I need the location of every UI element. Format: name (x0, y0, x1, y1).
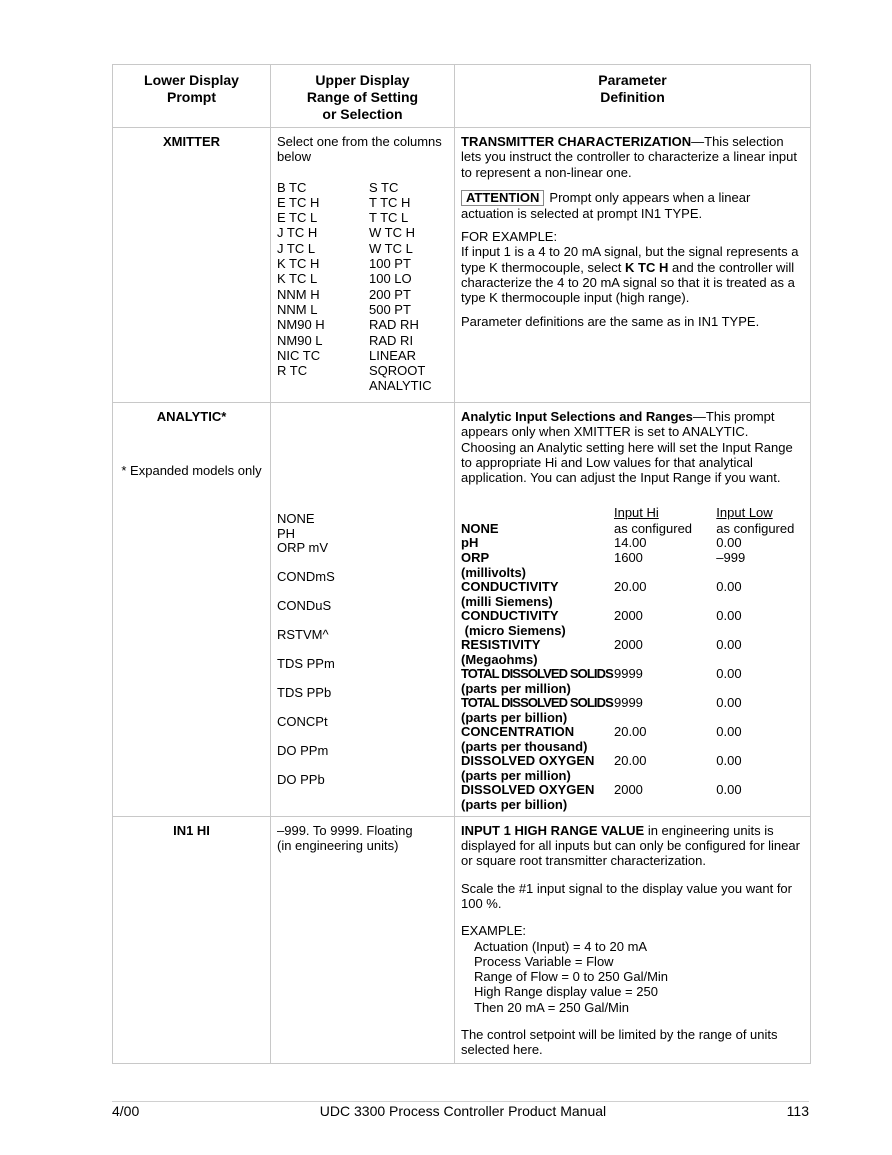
example-text (461, 244, 804, 305)
input-low-header: Input Low (716, 505, 773, 521)
attention-note (461, 190, 804, 221)
text-line: Range of Setting (306, 89, 419, 105)
definition-title: Analytic Input Selections and Ranges (461, 409, 693, 424)
input-hi-value: 14.00 (613, 535, 647, 551)
input-low-value: 0.00 (716, 694, 742, 710)
text-line: J TC H (277, 225, 318, 241)
input-hi-value: 20.00 (613, 752, 647, 768)
text-line: Then 20 mA = 250 Gal/Min (474, 999, 630, 1015)
analytic-selection-option: ORP mV (277, 540, 329, 555)
analytic-name: CONCENTRATION (461, 723, 575, 739)
text-line: 100 LO (369, 271, 412, 287)
parameter-note: Parameter definitions are the same as in IN1 TYPE. (461, 313, 760, 329)
text-line: NM90 H (277, 317, 325, 333)
text-line: J TC L (277, 240, 316, 256)
analytic-range-row (461, 579, 804, 608)
analytic-unit: (milli Siemens) (461, 594, 553, 610)
select-text (277, 134, 448, 165)
example-bold: K TC H (625, 259, 669, 275)
analytic-name: NONE (461, 520, 499, 536)
text-line: T TC L (369, 210, 409, 226)
input-low-value: 0.00 (716, 665, 742, 681)
analytic-unit: (parts per thousand) (461, 739, 588, 755)
text-line: Range of Flow = 0 to 250 Gal/Min (474, 969, 669, 985)
analytic-name: TOTAL DISSOLVED SOLIDS (461, 694, 613, 710)
analytic-selection-option: TDS PPm (277, 656, 335, 671)
analytic-name: DISSOLVED OXYGEN (461, 781, 595, 797)
prompt-analytic: ANALYTIC* (156, 409, 227, 424)
text-line: W TC L (369, 240, 413, 256)
analytic-range-row (461, 550, 804, 579)
definition-text: —This prompt appears only when XMITTER is set to ANALYTIC. Choosing an Analytic setting here will set the Input Range to appropriate Hi and Low values for that analytical application. You can adjust the Input Range if you want. (461, 409, 793, 486)
range-cell (271, 128, 455, 403)
text-line: Prompt (167, 89, 216, 105)
analytic-selection-option: DO PPb (277, 772, 325, 787)
input-hi-value: 1600 (613, 549, 643, 565)
input-low-value: 0.00 (716, 781, 742, 797)
text-line: 200 PT (369, 286, 411, 302)
analytic-ranges (461, 505, 804, 813)
analytic-range-row (461, 724, 804, 753)
text-line: E TC H (277, 194, 320, 210)
analytic-selections (271, 403, 454, 806)
text-line: Lower Display (144, 72, 239, 88)
analytic-selection-option: CONCPt (277, 714, 328, 729)
xmitter-options (277, 180, 448, 394)
input-hi-value: 9999 (613, 694, 643, 710)
prompt-cell (113, 403, 271, 817)
text-line: K TC L (277, 271, 318, 287)
input-low-value: 0.00 (716, 607, 742, 623)
definition-title: INPUT 1 HIGH RANGE VALUE (461, 822, 645, 838)
setpoint-note: The control setpoint will be limited by the range of units selected here. (461, 1027, 778, 1058)
text-line: Parameter (598, 72, 667, 88)
input-hi-value: 20.00 (613, 578, 647, 594)
text-line: 100 PT (369, 256, 411, 272)
range-cell (271, 403, 455, 817)
analytic-name: CONDUCTIVITY (461, 578, 559, 594)
analytic-unit: (parts per million) (461, 768, 571, 784)
analytic-name: DISSOLVED OXYGEN (461, 752, 595, 768)
analytic-selection-option: RSTVM^ (277, 627, 329, 642)
header-col1-lines (113, 65, 270, 106)
input-hi-value: as configured (613, 520, 693, 536)
text-line: or Selection (322, 106, 403, 122)
text-line: W TC H (369, 225, 415, 241)
in1hi-range (271, 817, 454, 859)
example-post: and the controller will characterize the 4 to 20 mA signal so that it is treated as a type K thermocouple input (high range). (461, 259, 795, 306)
text-line: R TC (277, 363, 308, 379)
input-low-value: as configured (716, 520, 795, 536)
page-footer (112, 1104, 809, 1119)
text-line: (in engineering units) (277, 838, 399, 854)
text-line: NNM L (277, 301, 318, 317)
analytic-name: CONDUCTIVITY (461, 607, 559, 623)
analytic-range-rows (461, 521, 804, 811)
analytic-unit: (Megaohms) (461, 652, 538, 668)
text-line: RAD RI (369, 332, 414, 348)
text-line: –999. To 9999. Floating (277, 822, 413, 838)
input-hi-value: 2000 (613, 636, 643, 652)
text-line: T TC H (369, 194, 411, 210)
prompt-cell (113, 816, 271, 1063)
input-hi-header: Input Hi (613, 505, 659, 521)
input-low-value: 0.00 (716, 723, 742, 739)
text-line: Process Variable = Flow (474, 953, 614, 969)
options-right (369, 180, 432, 394)
range-cell (271, 816, 455, 1063)
scale-text: Scale the #1 input signal to the display value you want for 100 %. (461, 880, 792, 911)
text-line: S TC (369, 179, 399, 195)
input-hi-value: 9999 (613, 665, 643, 681)
analytic-selection-option: PH (277, 525, 296, 541)
parameter-table (112, 64, 811, 1064)
definition-cell (455, 816, 811, 1063)
in1hi-definition (461, 823, 804, 869)
prompt-cell (113, 128, 271, 403)
example-label: EXAMPLE: (461, 923, 527, 939)
analytic-range-row (461, 695, 804, 724)
analytic-unit: (parts per billion) (461, 710, 568, 726)
example-pre: If input 1 is a 4 to 20 mA signal, but the signal represents a type K thermocouple, select (461, 244, 799, 275)
text-line: Select one from the columns (277, 134, 442, 149)
prompt-in1hi: IN1 HI (173, 822, 210, 838)
input-low-value: 0.00 (716, 636, 742, 652)
definition-text: in engineering units is displayed for all inputs but can only be configured for linear or square root transmitter characterization. (461, 822, 800, 869)
header-col2-lines (271, 65, 454, 123)
text-line: Actuation (Input) = 4 to 20 mA (474, 938, 648, 954)
attention-text: Prompt only appears when a linear actuation is selected at prompt IN1 TYPE. (461, 189, 751, 221)
text-line: SQROOT (369, 363, 426, 379)
input-low-value: 0.00 (716, 752, 742, 768)
analytic-range-row (461, 535, 804, 550)
analytic-name: ORP (461, 549, 490, 565)
text-line: B TC (277, 179, 307, 195)
header-parameter-definition (455, 65, 811, 128)
definition-cell (455, 403, 811, 817)
example-lines (461, 939, 804, 1015)
table-row-analytic (113, 403, 811, 817)
input-hi-value: 20.00 (613, 723, 647, 739)
definition-cell (455, 128, 811, 403)
text-line: K TC H (277, 256, 320, 272)
input-hi-value: 2000 (613, 781, 643, 797)
analytic-name: TOTAL DISSOLVED SOLIDS (461, 665, 613, 681)
analytic-unit: (millivolts) (461, 565, 527, 581)
input-hi-value: 2000 (613, 607, 643, 623)
analytic-range-row (461, 782, 804, 811)
text-line: Definition (600, 89, 665, 105)
analytic-definition (461, 409, 804, 485)
analytic-unit: (parts per billion) (461, 797, 568, 813)
expanded-models-note: * Expanded models only (121, 463, 262, 479)
text-line: High Range display value = 250 (474, 984, 658, 1000)
analytic-range-row (461, 608, 804, 637)
analytic-name: pH (461, 535, 479, 551)
input-low-value: 0.00 (716, 535, 742, 551)
footer-manual-title: UDC 3300 Process Controller Product Manual (319, 1103, 607, 1119)
text-line: Upper Display (315, 72, 410, 88)
text-line: NM90 L (277, 332, 323, 348)
analytic-unit: (parts per million) (461, 681, 571, 697)
transmitter-definition (461, 134, 804, 180)
table-header-row (113, 65, 811, 128)
text-line: NIC TC (277, 347, 321, 363)
input-low-value: –999 (716, 549, 746, 565)
definition-text: —This selection lets you instruct the controller to characterize a linear input to represent a non-linear one. (461, 134, 798, 180)
definition-title: TRANSMITTER CHARACTERIZATION (461, 134, 692, 149)
analytic-selection-option: DO PPm (277, 743, 329, 758)
prompt-xmitter: XMITTER (162, 134, 221, 149)
text-line: LINEAR (369, 347, 416, 363)
footer-divider (112, 1101, 809, 1102)
options-left (277, 180, 369, 394)
range-header (461, 505, 804, 520)
attention-badge: ATTENTION (461, 190, 544, 206)
text-line: ANALYTIC (369, 378, 432, 394)
example-label: FOR EXAMPLE: (461, 229, 558, 245)
analytic-selection-option: CONDmS (277, 569, 335, 584)
input-low-value: 0.00 (716, 578, 742, 594)
table-row-in1hi (113, 816, 811, 1063)
text-line: E TC L (277, 210, 318, 226)
header-col3-lines (455, 65, 810, 106)
analytic-selection-option: CONDuS (277, 598, 332, 613)
text-line: 500 PT (369, 301, 411, 317)
analytic-selection-option: TDS PPb (277, 685, 332, 700)
analytic-range-row (461, 666, 804, 695)
analytic-name: RESISTIVITY (461, 636, 541, 652)
text-line: RAD RH (369, 317, 419, 333)
analytic-unit: (micro Siemens) (461, 623, 566, 639)
text-line: NNM H (277, 286, 320, 302)
header-upper-display (271, 65, 455, 128)
analytic-range-row (461, 753, 804, 782)
analytic-selection-option: NONE (277, 511, 315, 526)
header-lower-display (113, 65, 271, 128)
text-line: below (277, 149, 311, 165)
footer-date: 4/00 (112, 1103, 140, 1119)
analytic-range-row (461, 637, 804, 666)
footer-page-number: 113 (786, 1103, 809, 1119)
analytic-range-row (461, 521, 804, 536)
table-row-xmitter (113, 128, 811, 403)
